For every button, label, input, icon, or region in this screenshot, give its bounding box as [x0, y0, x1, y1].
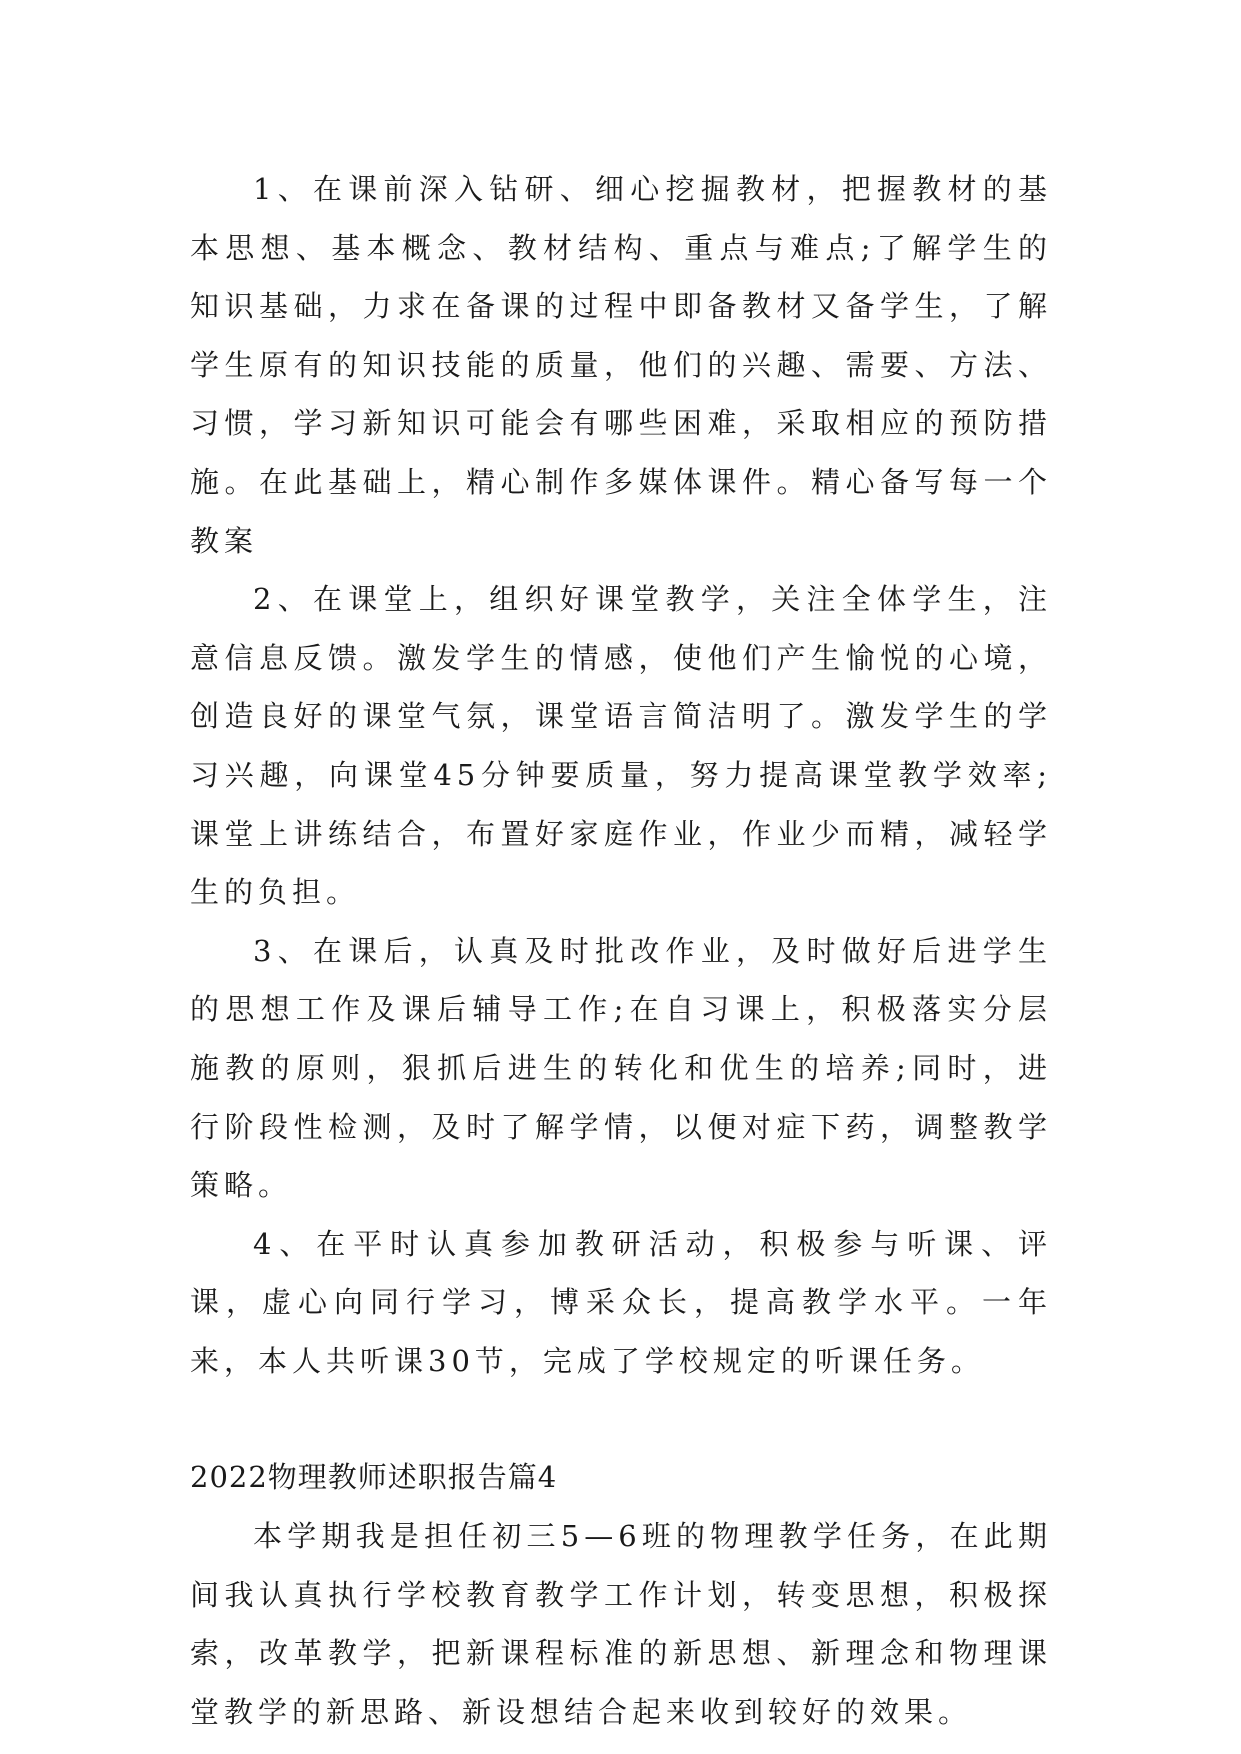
section-spacer	[190, 1390, 1052, 1448]
section-paragraph-1: 本学期我是担任初三5—6班的物理教学任务，在此期间我认真执行学校教育教学工作计划，转变思想，积极探索，改革教学，把新课程标准的新思想、新理念和物理课堂教学的新思路、新设想结合起来收到较好的效果。	[190, 1519, 1052, 1729]
paragraph-4: 4、在平时认真参加教研活动，积极参与听课、评课，虚心向同行学习，博采众长，提高教学水平。一年来，本人共听课30节，完成了学校规定的听课任务。	[190, 1226, 1052, 1378]
document-body	[190, 160, 1052, 1741]
paragraph-2: 2、在课堂上，组织好课堂教学，关注全体学生，注意信息反馈。激发学生的情感，使他们产生愉悦的心境，创造良好的课堂气氛，课堂语言简洁明了。激发学生的学习兴趣，向课堂45分钟要质量，努力提高课堂教学效率;课堂上讲练结合，布置好家庭作业，作业少而精，减轻学生的负担。	[190, 582, 1052, 910]
paragraph-3: 3、在课后，认真及时批改作业，及时做好后进学生的思想工作及课后辅导工作;在自习课上，积极落实分层施教的原则，狠抓后进生的转化和优生的培养;同时，进行阶段性检测，及时了解学情，以便对症下药，调整教学策略。	[190, 933, 1052, 1203]
section-title: 2022物理教师述职报告篇4	[190, 1460, 558, 1495]
paragraph-1: 1、在课前深入钻研、细心挖掘教材，把握教材的基本思想、基本概念、教材结构、重点与难点;了解学生的知识基础，力求在备课的过程中即备教材又备学生，了解学生原有的知识技能的质量，他们的兴趣、需要、方法、习惯，学习新知识可能会有哪些困难，采取相应的预防措施。在此基础上，精心制作多媒体课件。精心备写每一个教案	[190, 172, 1052, 558]
